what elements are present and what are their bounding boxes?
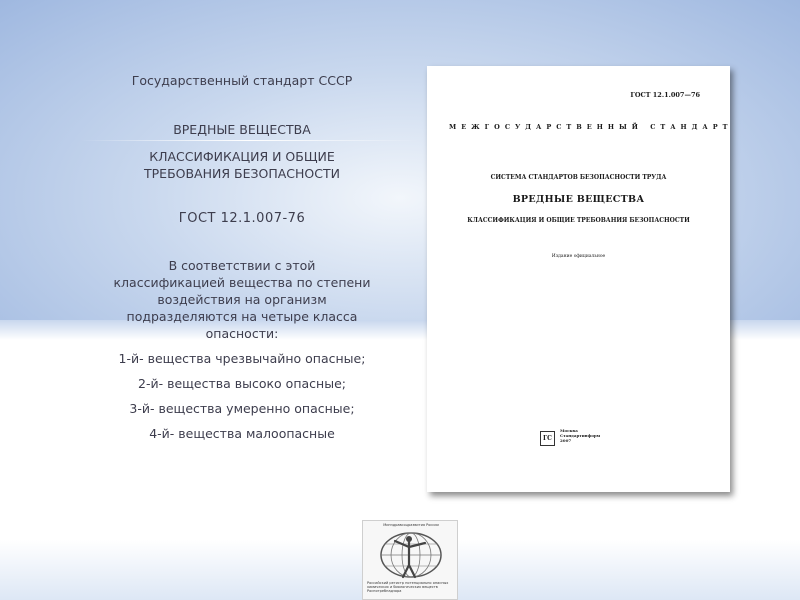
document-banner: МЕЖГОСУДАРСТВЕННЫЙ СТАНДАРТ	[449, 123, 733, 131]
publisher-line: 2007	[560, 438, 572, 443]
paragraph-line: подразделяются на четыре класса	[126, 309, 358, 324]
document-code: ГОСТ 12.1.007—76	[630, 91, 700, 99]
paragraph-line: классификацией вещества по степени	[113, 275, 371, 290]
section-heading: ВРЕДНЫЕ ВЕЩЕСТВА	[173, 122, 311, 137]
publisher-logo-icon: ГС	[540, 431, 555, 446]
hazard-class-item: 2-й- вещества высоко опасные;	[138, 376, 346, 391]
registry-emblem	[362, 520, 458, 600]
publisher-line: Москва	[560, 428, 578, 433]
publisher-line: Стандартинформ	[560, 433, 601, 438]
document-publisher	[560, 428, 600, 443]
document-system-title: СИСТЕМА СТАНДАРТОВ БЕЗОПАСНОСТИ ТРУДА	[490, 174, 667, 181]
hazard-class-item: 1-й- вещества чрезвычайно опасные;	[118, 351, 366, 366]
hazard-class-item: 4-й- вещества малоопасные	[149, 426, 335, 441]
paragraph-line: В соответствии с этой	[168, 258, 316, 273]
hazard-class-item: 3-й- вещества умеренно опасные;	[129, 401, 355, 416]
document-cover	[427, 66, 733, 492]
emblem-bottom-text: Российский регистр потенциально опасных химических и биологических веществ Роспотребнадзора	[367, 581, 449, 593]
document-main-title: ВРЕДНЫЕ ВЕЩЕСТВА	[512, 194, 645, 205]
slide-text	[92, 72, 392, 442]
paragraph-line: опасности:	[205, 326, 279, 341]
gost-number: ГОСТ 12.1.007-76	[178, 211, 306, 226]
document-subtitle: КЛАССИФИКАЦИЯ И ОБЩИЕ ТРЕБОВАНИЯ БЕЗОПАСНОСТИ	[467, 217, 690, 224]
globe-figure-icon	[377, 529, 445, 581]
emblem-top-text: Минздравсоцразвития России	[383, 523, 439, 527]
section-subheading-line-1: КЛАССИФИКАЦИЯ И ОБЩИЕ	[149, 149, 335, 164]
slide-title: Государственный стандарт СССР	[131, 73, 353, 88]
paragraph-line: воздействия на организм	[157, 292, 327, 307]
section-subheading-line-2: ТРЕБОВАНИЯ БЕЗОПАСНОСТИ	[144, 166, 340, 181]
document-edition: Издание официальное	[551, 254, 606, 259]
